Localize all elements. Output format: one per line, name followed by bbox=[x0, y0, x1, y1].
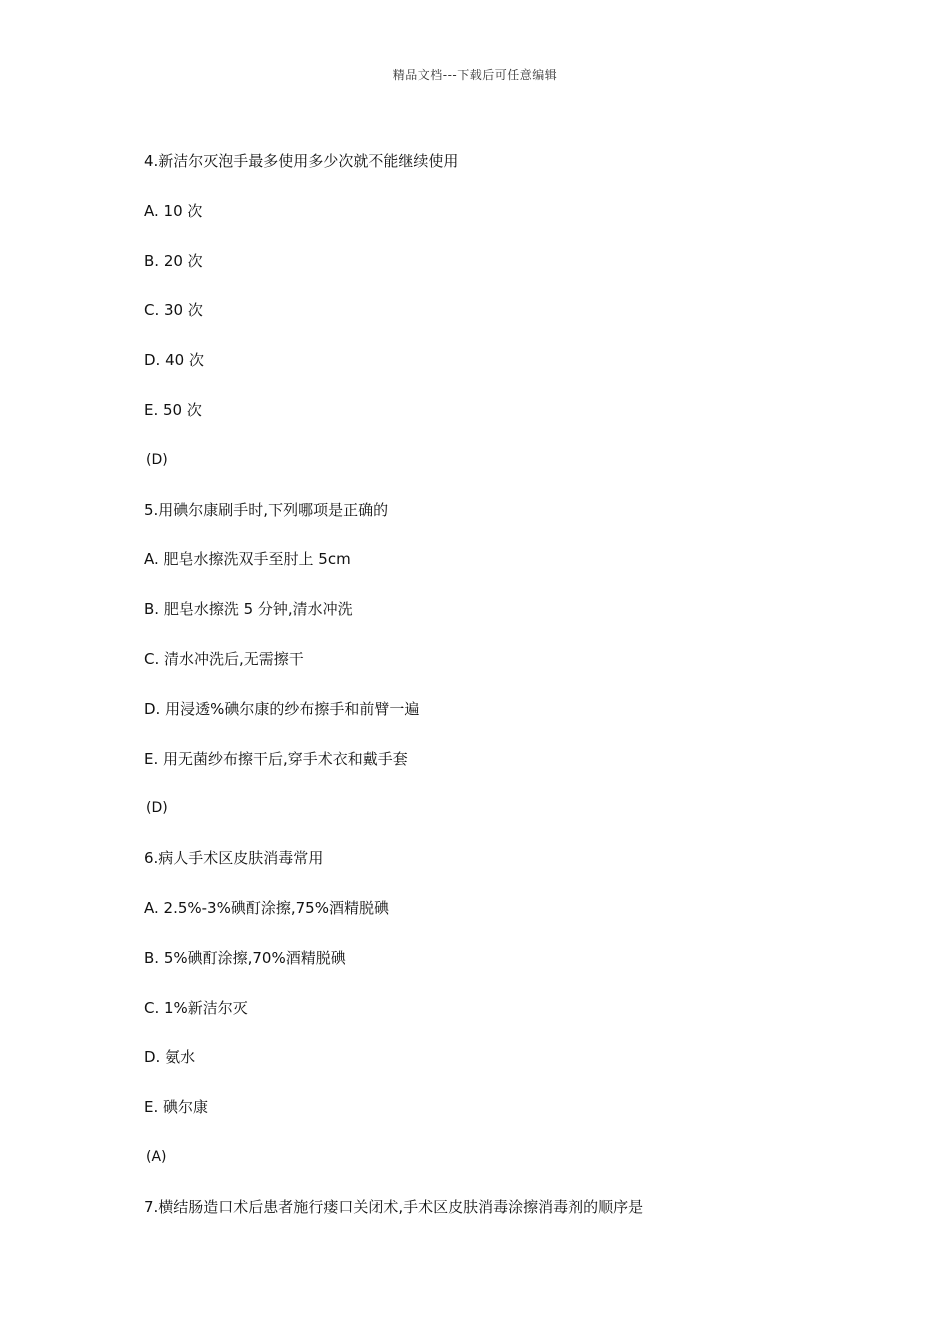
question-6-option-c: C. 1%新洁尔灭 bbox=[144, 998, 248, 1017]
question-6-option-d: D. 氨水 bbox=[144, 1048, 196, 1067]
question-4-option-d: D. 40 次 bbox=[144, 351, 204, 370]
page-header: 精品文档---下载后可任意编辑 bbox=[392, 68, 558, 82]
question-5-option-e: E. 用无菌纱布擦干后,穿手术衣和戴手套 bbox=[144, 749, 408, 768]
question-6-option-e: E. 碘尔康 bbox=[144, 1098, 209, 1117]
question-5-title: 5.用碘尔康刷手时,下列哪项是正确的 bbox=[144, 500, 389, 519]
question-4-option-e: E. 50 次 bbox=[144, 400, 202, 419]
question-5-option-a: A. 肥皂水擦洗双手至肘上 5cm bbox=[144, 550, 351, 569]
question-4-option-a: A. 10 次 bbox=[144, 201, 203, 220]
question-7-title: 7.横结肠造口术后患者施行瘘口关闭术,手术区皮肤消毒涂擦消毒剂的顺序是 bbox=[144, 1197, 644, 1216]
question-4-option-b: B. 20 次 bbox=[144, 251, 203, 270]
question-4-option-c: C. 30 次 bbox=[144, 301, 203, 320]
question-5-option-d: D. 用浸透%碘尔康的纱布擦手和前臂一遍 bbox=[144, 699, 420, 718]
question-6-option-b: B. 5%碘酊涂擦,70%酒精脱碘 bbox=[144, 948, 346, 967]
question-4-answer: (D) bbox=[146, 451, 168, 468]
question-4-title: 4.新洁尔灭泡手最多使用多少次就不能继续使用 bbox=[144, 152, 459, 170]
question-6-option-a: A. 2.5%-3%碘酊涂擦,75%酒精脱碘 bbox=[144, 898, 389, 917]
document-body bbox=[144, 150, 864, 1246]
question-6-title: 6.病人手术区皮肤消毒常用 bbox=[144, 849, 324, 868]
question-5-option-b: B. 肥皂水擦洗 5 分钟,清水冲洗 bbox=[144, 600, 353, 619]
question-6-answer: (A) bbox=[146, 1148, 167, 1165]
question-5-option-c: C. 清水冲洗后,无需擦干 bbox=[144, 649, 304, 668]
question-5-answer: (D) bbox=[146, 800, 168, 817]
